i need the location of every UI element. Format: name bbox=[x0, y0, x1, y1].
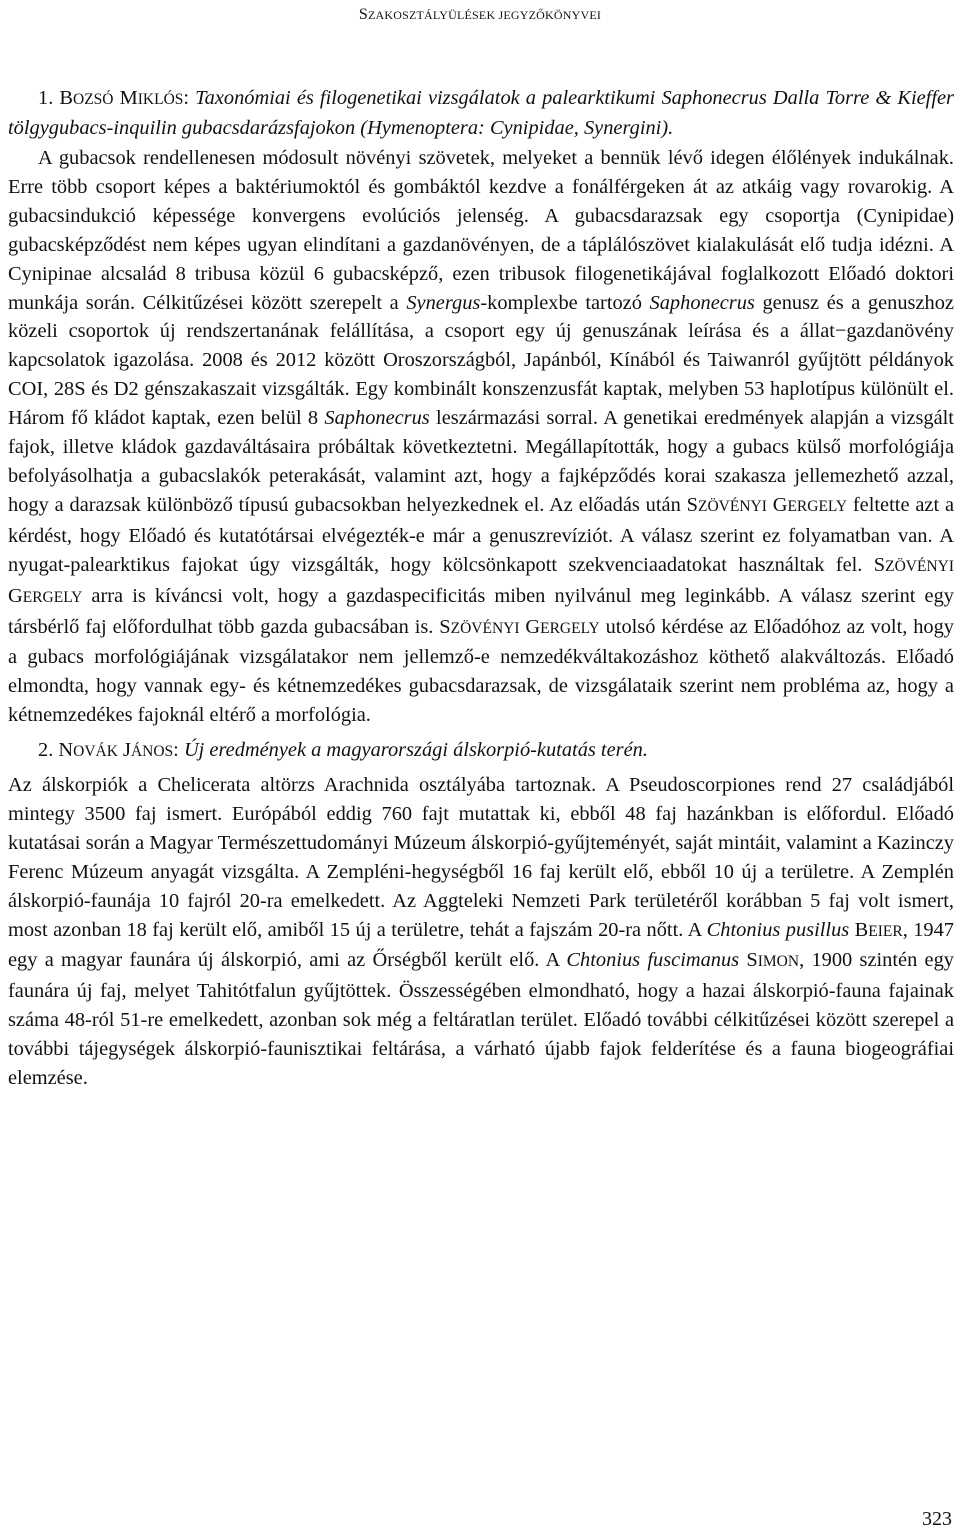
talk-2-number: 2. bbox=[38, 739, 54, 762]
person-smallcaps: IMON bbox=[757, 953, 800, 971]
page-number: 323 bbox=[922, 1508, 952, 1530]
person-smallcaps: EIER bbox=[868, 922, 903, 940]
author-smallcaps: ÁNOS bbox=[130, 743, 174, 761]
text-run: arra is kíváncsi volt, hogy a gazdaspecificitás miben nyilvánul meg leginkább. A válasz szerint egy társbérlő faj előfordulhat több gazda gubacsában is. bbox=[8, 584, 954, 638]
person-smallcaps: ZÖVÉNYI bbox=[697, 497, 767, 515]
talk-1-author bbox=[59, 87, 183, 109]
person-smallcaps: ZÖVÉNYI bbox=[450, 619, 520, 637]
talk-1-number: 1. bbox=[38, 87, 54, 109]
taxon-name: Saphonecrus bbox=[649, 291, 755, 314]
person-initial: G bbox=[8, 584, 23, 607]
taxon-name: Chtonius fuscimanus bbox=[566, 949, 740, 972]
author-initial: N bbox=[58, 739, 74, 762]
person-initial: G bbox=[525, 615, 541, 638]
text-run: , 1900 szintén egy faunára új faj, melyet Tahitótfalun gyűjtöttek. Összességében elmondható, hogy a hazai álskorpió-fauna fajainak száma 48-ról 51-re emelkedett, azonban sok még a feltáratlan terület. Előadó további célkitűzései között szerepel a további tájegységek álskorpió-faunisztikai feltárása, a várható újabb fajok felderítése és a fauna biogeográfiai elemzése. bbox=[8, 949, 954, 1090]
taxon-name: Synergus bbox=[406, 291, 481, 314]
talk-1-heading: 1. BOZSÓ MIKLÓS: Taxonómiai és filogenetikai vizsgálatok a palearktikumi Saphonecrus Dalla Torre & Kieffer tölgygubacs-inquilin gubacsdarázsfajokon (Hymenoptera: Cynipidae, Synergini). bbox=[8, 87, 954, 139]
person-smallcaps: GELY bbox=[807, 497, 848, 515]
text-run: feltette azt a kérdést, hogy Előadó és kutatótársai elvégezték-e már a genuszrevíziót. A válasz szerint ez folyamatban van. A nyugat-palearktikus fajokat úgy vizsgálták, hogy kölcsönkapott szekvenciaadatokat használtak fel. bbox=[8, 493, 954, 576]
person-initial: B bbox=[854, 918, 869, 941]
author-initial: J bbox=[123, 739, 131, 762]
talk-1-summary bbox=[8, 144, 954, 730]
text-run: leszármazási sorral. A genetikai eredmények alapján a vizsgált fajok, illetve kládok gazdaváltásaira próbáltak következtetni. Megállapították, hogy a gubacs külső morfológiája befolyásolhatja a gubacslakók peterakását, valamint azt, hogy a fajképződés korai szakasza jellemezhető azzal, hogy a darazsak különböző típusú gubacsokban helyezkednek el. Az előadás után bbox=[8, 407, 954, 516]
talk-2-author bbox=[58, 739, 173, 761]
body-text bbox=[8, 84, 954, 1093]
person-smallcaps: ERGELY bbox=[540, 619, 600, 637]
author-initial: B bbox=[59, 87, 74, 109]
person-smallcaps: ER bbox=[787, 497, 808, 515]
talk-2-summary bbox=[8, 771, 954, 1093]
author-smallcaps: IKLÓS bbox=[137, 91, 184, 108]
text-run: A gubacsok rendellenesen módosult növényi szövetek, melyeket a bennük lévő idegen élőlények indukálnak. Erre több csoport képes a baktériumoktól és gombáktól kezdve a fonálférgeken át az atkáig vagy rovarokig. A gubacsindukció képessége konvergens evolúciós jelenség. A gubacsdarazsak egy csoportja (Cynipidae) gubacsképződést nem képes ugyan elindítani a gazdanövényen, de a táplálószövet kialakulását elő tudja idézni. A Cynipinae alcsalád 8 tribusa közül 6 gubacsképző, ezen tribusok filogenetikájával foglalkozott Előadó doktori munkája során. Célkitűzései között szerepelt a bbox=[8, 147, 954, 314]
talk-2-heading: 2. NOVÁK JÁNOS: Új eredmények a magyarországi álskorpió-kutatás terén. bbox=[38, 739, 648, 762]
person-initial: S bbox=[439, 615, 451, 638]
taxon-name: Chtonius pusillus bbox=[706, 918, 850, 941]
text-run: genusz és a genuszhoz közeli csoportok új rendszertanának felállítása, a csoport egy új genuszának leírása és a állat−gazdanövény kapcsolatok igazolása. 2008 és 2012 között Oroszországból, Japánból, Kínából és Taiwanról gyűjtött példányok COI, 28S és D2 génszakaszait vizsgálták. Egy kombinált konszenzusfát kaptak, melyben 53 haplotípus különült el. Három fő kládot kaptak, ezen belül 8 bbox=[8, 291, 954, 430]
person-smallcaps: ERGELY bbox=[22, 588, 83, 606]
taxon-name: Saphonecrus bbox=[324, 407, 430, 430]
text-run: utolsó kérdése az Előadóhoz az volt, hogy a gubacs morfológiájának vizsgálatakor nem jellemző-e nemzedékváltakozáshoz köthető alakváltozás. Előadó elmondta, hogy vannak egy- és kétnemzedékes gubacsdarazsak, de vizsgálataik szerint nem probléma az, hogy a kétnemzedékes fajoknál eltérő a morfológia. bbox=[8, 615, 954, 727]
author-smallcaps: OZSÓ bbox=[73, 91, 114, 108]
running-header-initial: S bbox=[358, 6, 368, 23]
person-initial: G bbox=[772, 493, 788, 516]
author-initial: M bbox=[119, 87, 138, 109]
person-initial: S bbox=[746, 949, 758, 972]
talk-2-title: Új eredmények a magyarországi álskorpió-kutatás terén. bbox=[183, 739, 648, 762]
person-initial: S bbox=[873, 553, 886, 576]
text-run: -komplexbe tartozó bbox=[480, 291, 650, 314]
running-header bbox=[0, 6, 960, 24]
person-smallcaps: ZÖVÉNYI bbox=[885, 557, 954, 575]
text-run: Az álskorpiók a Chelicerata altörzs Arachnida osztályába tartoznak. A Pseudoscorpiones rend 27 családjából mintegy 3500 faj ismert. Európából eddig 760 fajt mutattak ki, ebből 48 faj hazánkban is előfordul. Előadó kutatásai során a Magyar Természettudományi Múzeum álskorpió-gyűjteményét, saját mintáit, valamint a Kazinczy Ferenc Múzeum anyagát vizsgálta. A Zempléni-hegységből 16 faj került elő, ebből 10 új a területre. A Zemplén álskorpió-faunája 10 fajról 20-ra emelkedett. Az Aggteleki Nemzeti Park területéről korábban 5 faj volt ismert, most azonban 18 faj került elő, amiből 15 új a területre, tehát a fajszám 20-ra nőtt. A bbox=[8, 774, 954, 941]
talk-1-title: Taxonómiai és filogenetikai vizsgálatok a palearktikumi Saphonecrus Dalla Torre & Kieffer tölgygubacs-inquilin gubacsdarázsfajokon (Hymenoptera: Cynipidae, Synergini). bbox=[8, 87, 954, 139]
text-run: , 1947 egy a magyar faunára új álskorpió, ami az Őrségből került elő. A bbox=[8, 918, 954, 972]
running-header-text: ZAKOSZTÁLYÜLÉSEK JEGYZŐKÖNYVEI bbox=[368, 8, 602, 22]
person-initial: S bbox=[686, 493, 698, 516]
author-smallcaps: OVÁK bbox=[73, 743, 118, 761]
